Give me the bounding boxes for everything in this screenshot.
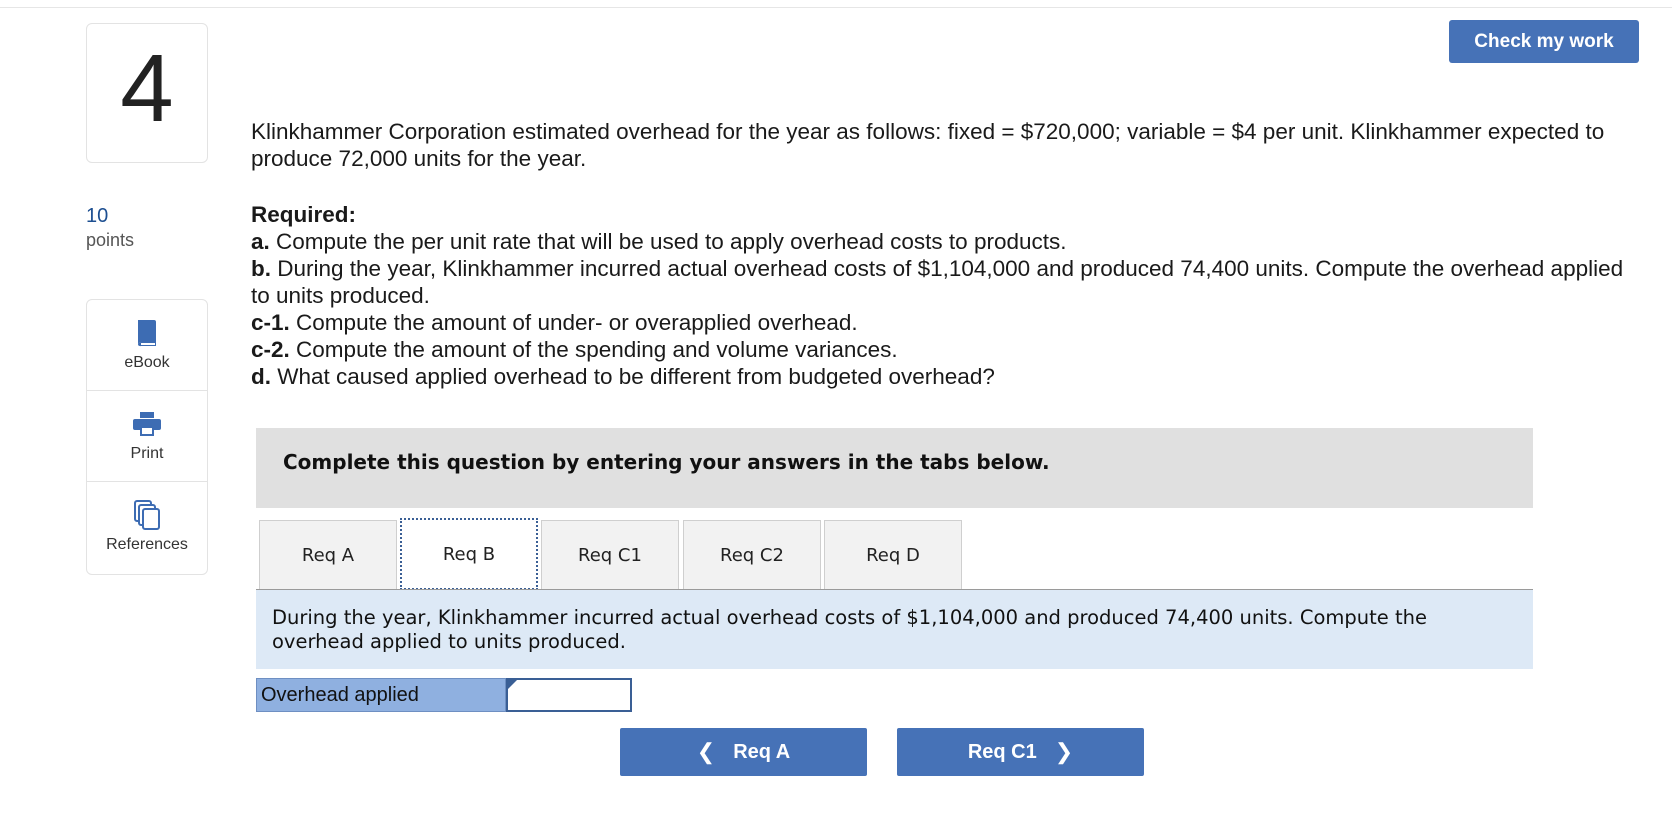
copy-icon <box>133 500 161 530</box>
next-label: Req C1 <box>967 740 1037 763</box>
references-button[interactable] <box>87 482 207 573</box>
top-divider <box>0 7 1672 8</box>
print-button[interactable] <box>87 391 207 482</box>
required-item-a: a. Compute the per unit rate that will be used to apply overhead costs to products. <box>251 229 1067 254</box>
prev-req-a-button[interactable] <box>620 728 867 776</box>
overhead-applied-cell <box>506 678 632 712</box>
tab-req-a[interactable]: Req A <box>259 520 397 590</box>
tab-req-d[interactable]: Req D <box>824 520 962 590</box>
question-number: 4 <box>86 23 208 163</box>
references-label: References <box>106 536 188 553</box>
tab-req-c1[interactable]: Req C1 <box>541 520 679 590</box>
question-text: Klinkhammer Corporation estimated overhead for the year as follows: fixed = $720,000; variable = $4 per unit. Klinkhammer expected to produce 72,000 units for the year. <box>251 119 1605 171</box>
printer-icon <box>131 409 163 439</box>
required-item-c1: c-1. Compute the amount of under- or overapplied overhead. <box>251 310 858 335</box>
ebook-label: eBook <box>124 354 170 371</box>
points-info <box>86 205 206 251</box>
required-item-b: b. During the year, Klinkhammer incurred actual overhead costs of $1,104,000 and produced 74,400 units. Compute the overhead applied to units produced. <box>251 256 1624 308</box>
req-tabs <box>259 520 1533 590</box>
chevron-right-icon: ❯ <box>1054 739 1074 764</box>
next-req-c1-button[interactable] <box>897 728 1144 776</box>
overhead-applied-label: Overhead applied <box>256 678 506 712</box>
points-value: 10 <box>86 205 109 227</box>
tools-panel <box>86 299 208 575</box>
points-label: points <box>86 230 135 250</box>
instruction-text: Complete this question by entering your answers in the tabs below. <box>283 450 1050 474</box>
required-item-d: d. What caused applied overhead to be different from budgeted overhead? <box>251 364 995 389</box>
book-icon <box>135 318 159 348</box>
overhead-applied-input[interactable] <box>506 678 632 712</box>
instruction-banner <box>256 428 1533 508</box>
print-label: Print <box>130 445 164 462</box>
tab-prompt: During the year, Klinkhammer incurred actual overhead costs of $1,104,000 and produced 74,400 units. Compute the overhead applied to units produced. <box>256 590 1533 669</box>
chevron-left-icon: ❮ <box>696 739 716 764</box>
check-my-work-button[interactable]: Check my work <box>1449 20 1639 63</box>
required-item-c2: c-2. Compute the amount of the spending and volume variances. <box>251 337 898 362</box>
answer-row <box>256 678 632 712</box>
ebook-button[interactable] <box>87 300 207 391</box>
required-section <box>251 201 1626 390</box>
required-heading: Required: <box>251 202 357 227</box>
tab-req-b[interactable]: Req B <box>400 518 538 590</box>
prev-label: Req A <box>733 740 791 763</box>
input-marker-icon <box>508 680 517 689</box>
tab-req-c2[interactable]: Req C2 <box>683 520 821 590</box>
